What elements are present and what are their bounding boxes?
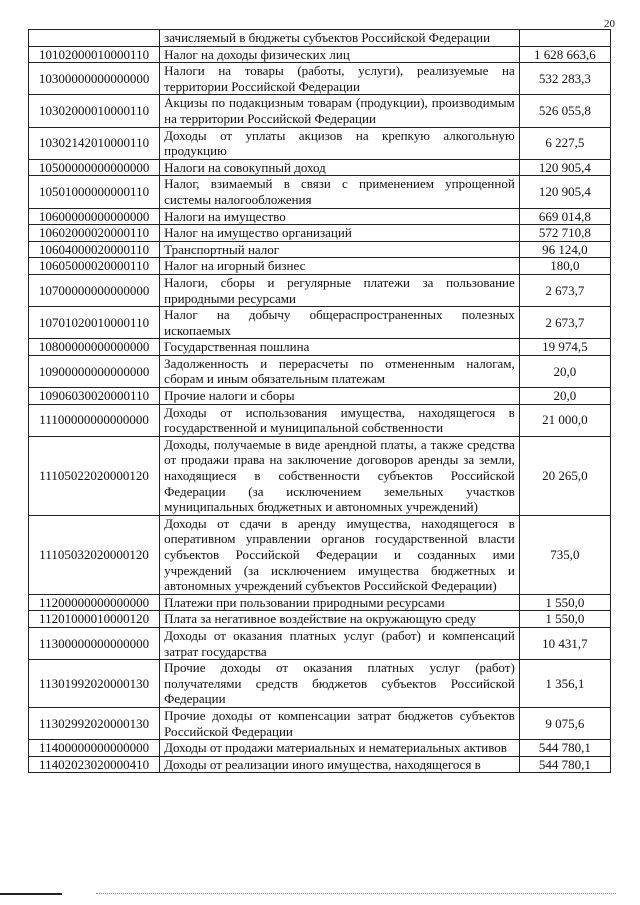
amount-cell: 2 673,7 bbox=[519, 307, 610, 339]
name-cell: Налог на игорный бизнес bbox=[160, 258, 520, 275]
name-cell: Налоги на совокупный доход bbox=[160, 159, 520, 176]
name-cell: Платежи при пользовании природными ресурсами bbox=[160, 594, 520, 611]
amount-cell bbox=[519, 30, 610, 47]
table-row bbox=[29, 95, 611, 127]
table-row bbox=[29, 627, 611, 659]
amount-cell: 96 124,0 bbox=[519, 241, 610, 258]
name-cell: Налоги на товары (работы, услуги), реализуемые на территории Российской Федерации bbox=[160, 63, 520, 95]
code-cell: 10300000000000000 bbox=[29, 63, 160, 95]
table-row bbox=[29, 274, 611, 306]
budget-revenue-table bbox=[28, 29, 611, 773]
code-cell: 10906030020000110 bbox=[29, 388, 160, 405]
code-cell: 10900000000000000 bbox=[29, 355, 160, 387]
amount-cell: 669 014,8 bbox=[519, 208, 610, 225]
table-row bbox=[29, 225, 611, 242]
amount-cell: 1 550,0 bbox=[519, 594, 610, 611]
amount-cell: 572 710,8 bbox=[519, 225, 610, 242]
table-row bbox=[29, 660, 611, 708]
code-cell: 10302000010000110 bbox=[29, 95, 160, 127]
table-row bbox=[29, 611, 611, 628]
name-cell: Прочие доходы от оказания платных услуг (работ) получателями средств бюджетов субъектов Российской Федерации bbox=[160, 660, 520, 708]
amount-cell: 20,0 bbox=[519, 355, 610, 387]
amount-cell: 526 055,8 bbox=[519, 95, 610, 127]
amount-cell: 10 431,7 bbox=[519, 627, 610, 659]
amount-cell: 735,0 bbox=[519, 515, 610, 594]
code-cell: 10602000020000110 bbox=[29, 225, 160, 242]
code-cell: 11400000000000000 bbox=[29, 740, 160, 757]
code-cell: 11302992020000130 bbox=[29, 707, 160, 739]
code-cell: 11300000000000000 bbox=[29, 627, 160, 659]
amount-cell: 19 974,5 bbox=[519, 339, 610, 356]
name-cell: Доходы от продажи материальных и нематериальных активов bbox=[160, 740, 520, 757]
amount-cell: 20,0 bbox=[519, 388, 610, 405]
table-row bbox=[29, 46, 611, 63]
table-row bbox=[29, 355, 611, 387]
name-cell: Налог на имущество организаций bbox=[160, 225, 520, 242]
table-row bbox=[29, 756, 611, 773]
code-cell: 11301992020000130 bbox=[29, 660, 160, 708]
name-cell: Доходы от сдачи в аренду имущества, находящегося в оперативном управлении органов государственной власти субъектов Российской Федерации и созданных ими учреждений (за исключением имущества бюджетных и автономных учреждений субъектов Российской Федерации) bbox=[160, 515, 520, 594]
code-cell: 10701020010000110 bbox=[29, 307, 160, 339]
amount-cell: 532 283,3 bbox=[519, 63, 610, 95]
name-cell: Налог на добычу общераспространенных полезных ископаемых bbox=[160, 307, 520, 339]
table-row bbox=[29, 63, 611, 95]
code-cell: 10700000000000000 bbox=[29, 274, 160, 306]
amount-cell: 544 780,1 bbox=[519, 756, 610, 773]
table-row bbox=[29, 258, 611, 275]
amount-cell: 9 075,6 bbox=[519, 707, 610, 739]
code-cell: 10604000020000110 bbox=[29, 241, 160, 258]
amount-cell: 2 673,7 bbox=[519, 274, 610, 306]
name-cell: Прочие налоги и сборы bbox=[160, 388, 520, 405]
code-cell: 10302142010000110 bbox=[29, 127, 160, 159]
table-row bbox=[29, 30, 611, 47]
table-row bbox=[29, 176, 611, 208]
name-cell: Налоги на имущество bbox=[160, 208, 520, 225]
code-cell: 10501000000000110 bbox=[29, 176, 160, 208]
table-row bbox=[29, 515, 611, 594]
code-cell: 11105022020000120 bbox=[29, 436, 160, 515]
name-cell: Налог на доходы физических лиц bbox=[160, 46, 520, 63]
name-cell: Доходы от уплаты акцизов на крепкую алкогольную продукцию bbox=[160, 127, 520, 159]
table-row bbox=[29, 707, 611, 739]
amount-cell: 1 550,0 bbox=[519, 611, 610, 628]
code-cell bbox=[29, 30, 160, 47]
footer-dotted-rule bbox=[96, 893, 616, 894]
code-cell: 11105032020000120 bbox=[29, 515, 160, 594]
table-row bbox=[29, 388, 611, 405]
name-cell: Доходы от оказания платных услуг (работ) и компенсаций затрат государства bbox=[160, 627, 520, 659]
name-cell: Транспортный налог bbox=[160, 241, 520, 258]
amount-cell: 180,0 bbox=[519, 258, 610, 275]
code-cell: 10600000000000000 bbox=[29, 208, 160, 225]
name-cell: Плата за негативное воздействие на окружающую среду bbox=[160, 611, 520, 628]
name-cell: Налоги, сборы и регулярные платежи за пользование природными ресурсами bbox=[160, 274, 520, 306]
table-row bbox=[29, 404, 611, 436]
amount-cell: 120 905,4 bbox=[519, 159, 610, 176]
name-cell: Акцизы по подакцизным товарам (продукции), производимым на территории Российской Федерации bbox=[160, 95, 520, 127]
table-row bbox=[29, 307, 611, 339]
name-cell: Задолженность и перерасчеты по отмененным налогам, сборам и иным обязательным платежам bbox=[160, 355, 520, 387]
table-row bbox=[29, 740, 611, 757]
amount-cell: 544 780,1 bbox=[519, 740, 610, 757]
code-cell: 11201000010000120 bbox=[29, 611, 160, 628]
amount-cell: 20 265,0 bbox=[519, 436, 610, 515]
amount-cell: 1 356,1 bbox=[519, 660, 610, 708]
table-row bbox=[29, 208, 611, 225]
code-cell: 10102000010000110 bbox=[29, 46, 160, 63]
table-row bbox=[29, 159, 611, 176]
code-cell: 11100000000000000 bbox=[29, 404, 160, 436]
table-row bbox=[29, 594, 611, 611]
table-row bbox=[29, 436, 611, 515]
name-cell: Прочие доходы от компенсации затрат бюджетов субъектов Российской Федерации bbox=[160, 707, 520, 739]
amount-cell: 21 000,0 bbox=[519, 404, 610, 436]
name-cell: Доходы от использования имущества, находящегося в государственной и муниципальной собственности bbox=[160, 404, 520, 436]
amount-cell: 6 227,5 bbox=[519, 127, 610, 159]
code-cell: 10800000000000000 bbox=[29, 339, 160, 356]
amount-cell: 1 628 663,6 bbox=[519, 46, 610, 63]
name-cell: Государственная пошлина bbox=[160, 339, 520, 356]
code-cell: 10605000020000110 bbox=[29, 258, 160, 275]
page-number: 20 bbox=[604, 18, 615, 30]
table-row bbox=[29, 339, 611, 356]
name-cell: Доходы от реализации иного имущества, находящегося в bbox=[160, 756, 520, 773]
name-cell: зачисляемый в бюджеты субъектов Российской Федерации bbox=[160, 30, 520, 47]
code-cell: 11402023020000410 bbox=[29, 756, 160, 773]
code-cell: 11200000000000000 bbox=[29, 594, 160, 611]
name-cell: Доходы, получаемые в виде арендной платы, а также средства от продажи права на заключение договоров аренды за земли, находящиеся в собственности субъектов Российской Федерации (за исключением земельных участков муниципальных бюджетных и автономных учреждений) bbox=[160, 436, 520, 515]
table-row bbox=[29, 241, 611, 258]
table-row bbox=[29, 127, 611, 159]
code-cell: 10500000000000000 bbox=[29, 159, 160, 176]
amount-cell: 120 905,4 bbox=[519, 176, 610, 208]
name-cell: Налог, взимаемый в связи с применением упрощенной системы налогообложения bbox=[160, 176, 520, 208]
footer-rule bbox=[0, 893, 62, 895]
